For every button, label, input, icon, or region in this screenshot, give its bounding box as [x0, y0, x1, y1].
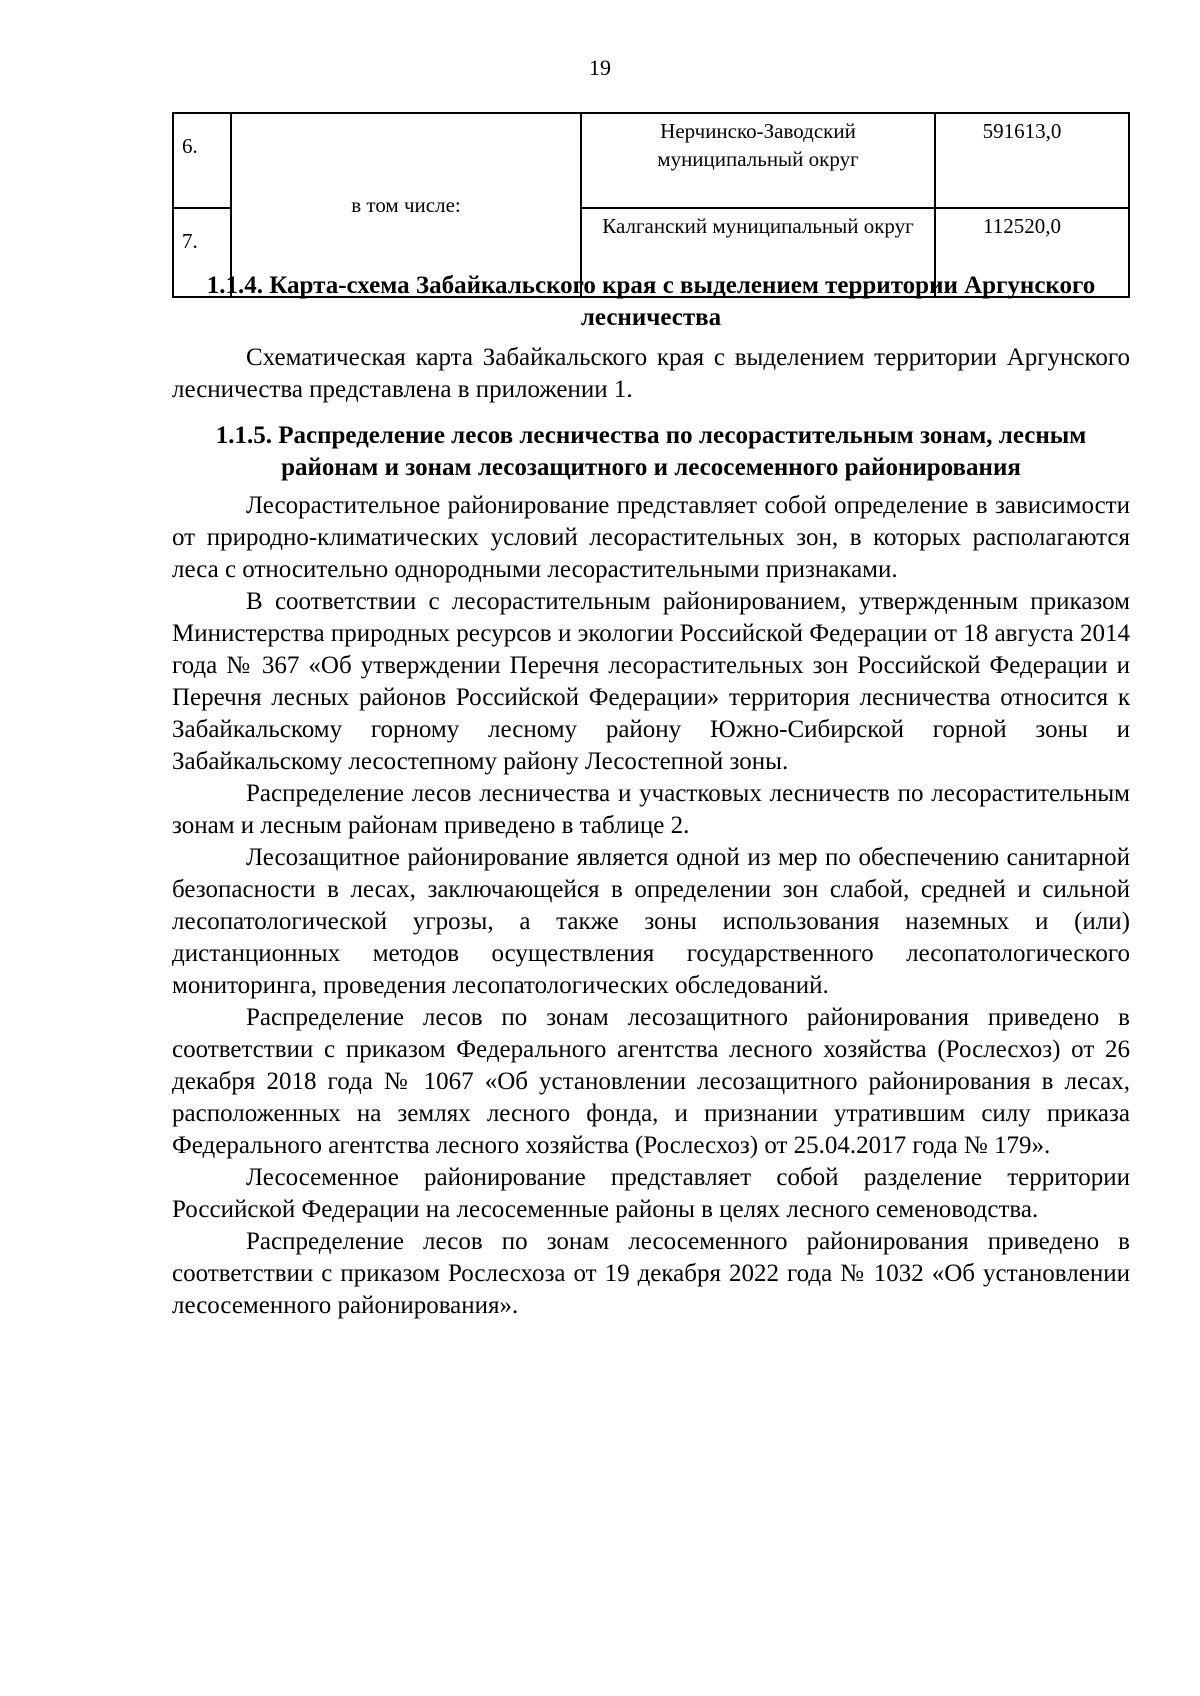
- paragraph: Схематическая карта Забайкальского края с выделением территории Аргунского лесничества представлена в приложении 1.: [172, 344, 1130, 403]
- paragraph: Лесозащитное районирование является одной из мер по обеспечению санитарной безопасности в лесах, заключающейся в определении зон слабой, средней и сильной лесопатологической угрозы, а также зоны использования наземных и (или) дистанционных методов осуществления государственного лесопатологического мониторинга, проведения лесопатологических обследований.: [172, 844, 1130, 999]
- section-heading-1-1-5: 1.1.5. Распределение лесов лесничества по лесорастительным зонам, лесным районам и зонам лесозащитного и лесосеменного районирования: [215, 422, 1087, 481]
- row-number: 6.: [173, 113, 231, 208]
- paragraph: Распределение лесов лесничества и участковых лесничеств по лесорастительным зонам и лесным районам приведено в таблице 2.: [172, 780, 1130, 839]
- table-row: [173, 113, 1129, 208]
- paragraph: Лесорастительное районирование представляет собой определение в зависимости от природно-климатических условий лесорастительных зон, в которых располагаются леса с относительно однородными лесорастительными признаками.: [172, 492, 1130, 583]
- row-group-label: в том числе:: [231, 113, 581, 297]
- paragraph: Распределение лесов по зонам лесозащитного районирования приведено в соответствии с приказом Федерального агентства лесного хозяйства (Рослесхоз) от 26 декабря 2018 года № 1067 «Об установлении лесозащитного районирования в лесах, расположенных на землях лесного фонда, и признании утратившим силу приказа Федерального агентства лесного хозяйства (Рослесхоз) от 25.04.2017 года № 179».: [172, 1004, 1130, 1159]
- row-number: 7.: [173, 208, 231, 297]
- region-area: 112520,0: [935, 208, 1129, 297]
- region-name: Калганский муниципальный округ: [581, 208, 935, 297]
- paragraph: В соответствии с лесорастительным районированием, утвержденным приказом Министерства природных ресурсов и экологии Российской Федерации от 18 августа 2014 года № 367 «Об утверждении Перечня лесорастительных зон Российской Федерации и Перечня лесных районов Российской Федерации» территория лесничества относится к Забайкальскому горному лесному району Южно-Сибирской горной зоны и Забайкальскому лесостепному району Лесостепной зоны.: [172, 588, 1130, 775]
- page-number: 19: [589, 55, 611, 80]
- paragraph: Распределение лесов по зонам лесосеменного районирования приведено в соответствии с приказом Рослесхоза от 19 декабря 2022 года № 1032 «Об установлении лесосеменного районирования».: [172, 1228, 1130, 1319]
- paragraph: Лесосеменное районирование представляет собой разделение территории Российской Федерации на лесосеменные районы в целях лесного семеноводства.: [172, 1164, 1130, 1223]
- document-body: [172, 270, 1130, 1322]
- section-heading-1-1-4: 1.1.4. Карта-схема Забайкальского края с выделением территории Аргунского лесничества: [206, 272, 1096, 331]
- region-area: 591613,0: [935, 113, 1129, 208]
- region-name: Нерчинско-Заводский муниципальный округ: [581, 113, 935, 208]
